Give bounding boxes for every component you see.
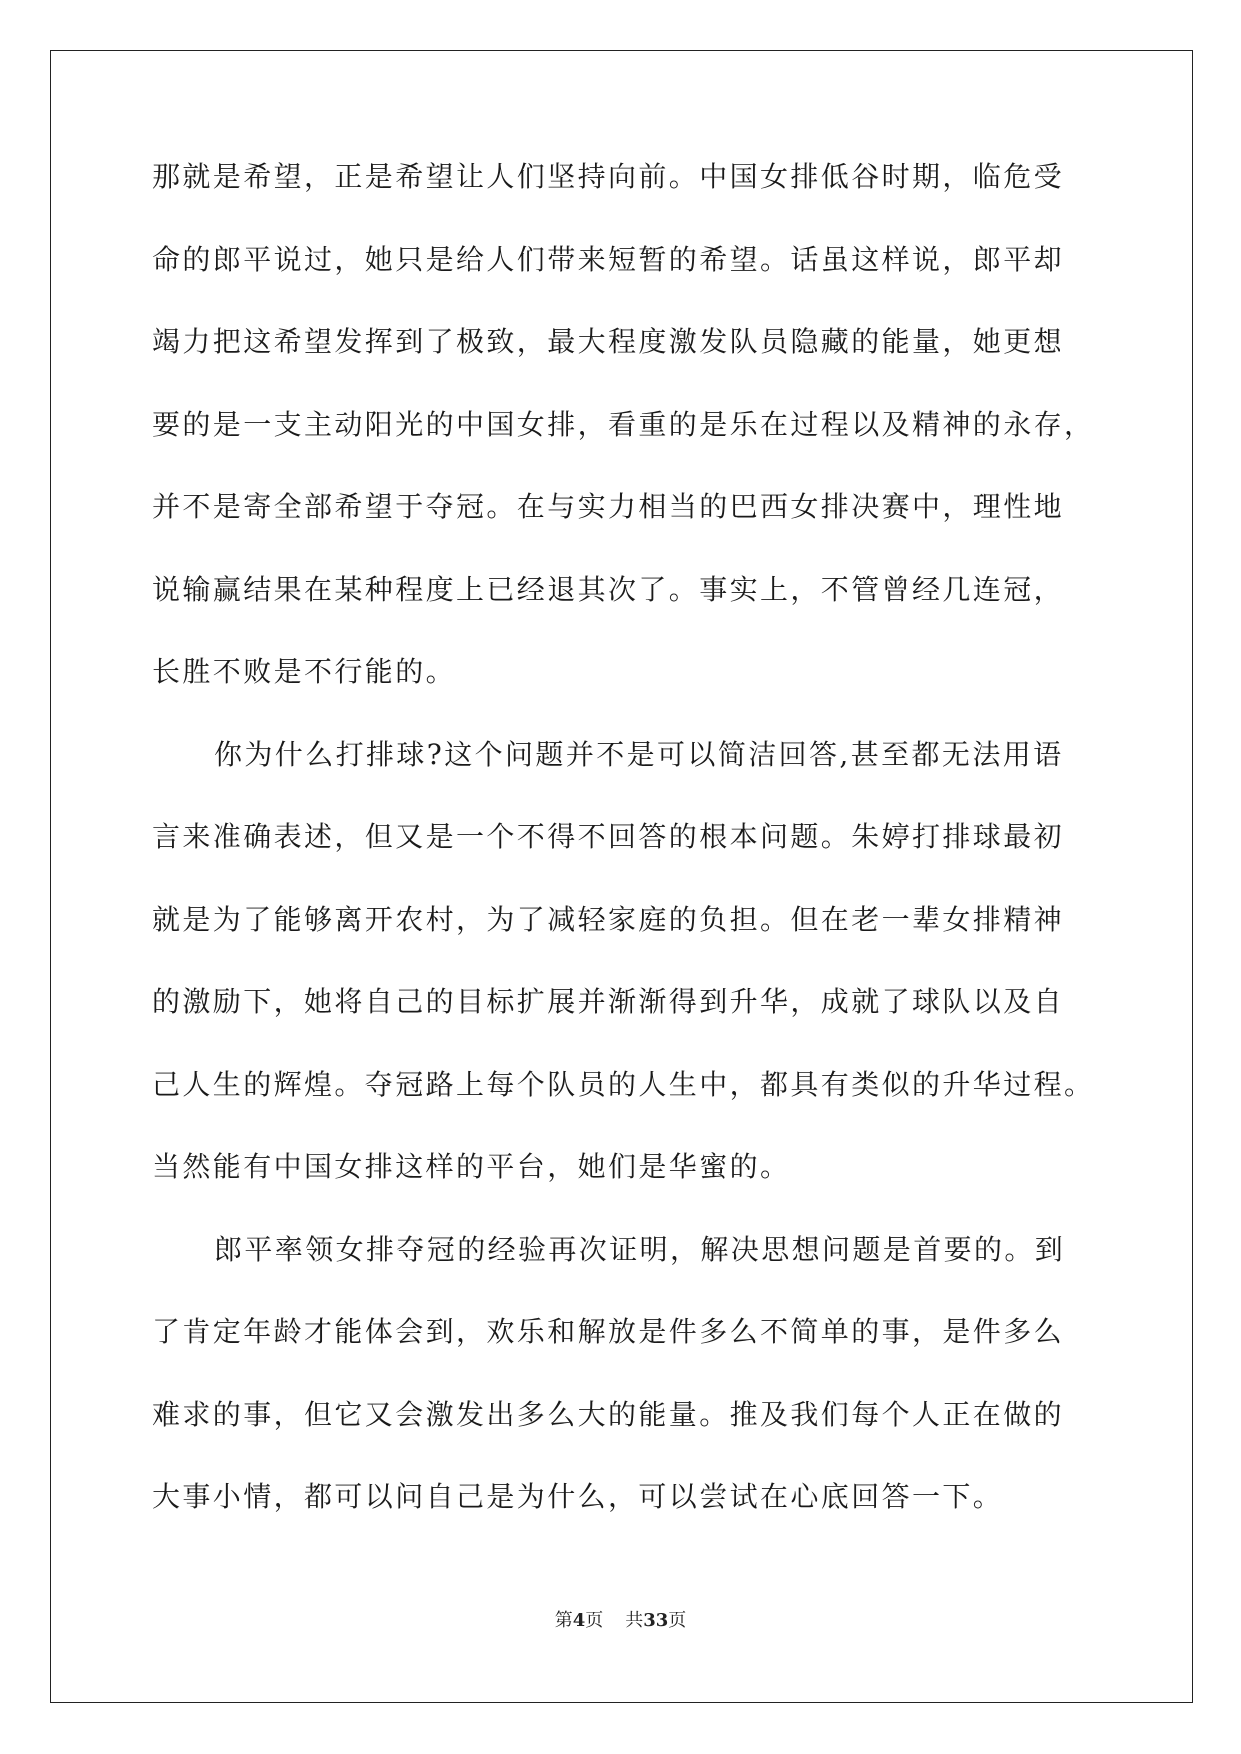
text-line: 命的郎平说过，她只是给人们带来短暂的希望。话虽这样说，郎平却: [152, 242, 1065, 276]
page-suffix: 页: [585, 1610, 604, 1631]
text-line: 了肯定年龄才能体会到，欢乐和解放是件多么不简单的事，是件多么: [152, 1315, 1065, 1348]
paragraph-first-line: 你为什么打排球?这个问题并不是可以简洁回答,甚至都无法用语: [214, 737, 1064, 771]
text-line: 言来准确表述，但又是一个不得不回答的根本问题。朱婷打排球最初: [152, 820, 1065, 853]
page-number: 4: [572, 1610, 586, 1631]
text-line: 竭力把这希望发挥到了极致，最大程度激发队员隐藏的能量，她更想: [152, 325, 1065, 358]
text-line: 当然能有中国女排这样的平台，她们是华蜜的。: [152, 1150, 791, 1183]
text-line: 要的是一支主动阳光的中国女排，看重的是乐在过程以及精神的永存，: [152, 407, 1095, 441]
text-line: 就是为了能够离开农村，为了减轻家庭的负担。但在老一辈女排精神: [152, 902, 1065, 936]
paragraph-first-line: 郎平率领女排夺冠的经验再次证明，解决思想问题是首要的。到: [214, 1232, 1066, 1266]
total-pages: 33: [643, 1610, 669, 1631]
text-line: 并不是寄全部希望于夺冠。在与实力相当的巴西女排决赛中，理性地: [152, 490, 1065, 523]
text-line: 那就是希望，正是希望让人们坚持向前。中国女排低谷时期，临危受: [152, 160, 1065, 193]
text-line: 大事小情，都可以问自己是为什么，可以尝试在心底回答一下。: [152, 1480, 1004, 1513]
text-line: 难求的事，但它又会激发出多么大的能量。推及我们每个人正在做的: [152, 1397, 1065, 1431]
text-line: 己人生的辉煌。夺冠路上每个队员的人生中，都具有类似的升华过程。: [152, 1067, 1095, 1101]
text-line: 长胜不败是不行能的。: [152, 655, 457, 688]
document-body: [152, 160, 1097, 1563]
text-line: 说输赢结果在某种程度上已经退其次了。事实上，不管曾经几连冠，: [152, 572, 1065, 606]
total-suffix: 页: [668, 1610, 687, 1631]
total-prefix: 共: [625, 1610, 644, 1631]
page-prefix: 第: [554, 1610, 573, 1631]
text-line: 的激励下，她将自己的目标扩展并渐渐得到升华，成就了球队以及自: [152, 985, 1065, 1018]
page-footer: [0, 1606, 1241, 1632]
